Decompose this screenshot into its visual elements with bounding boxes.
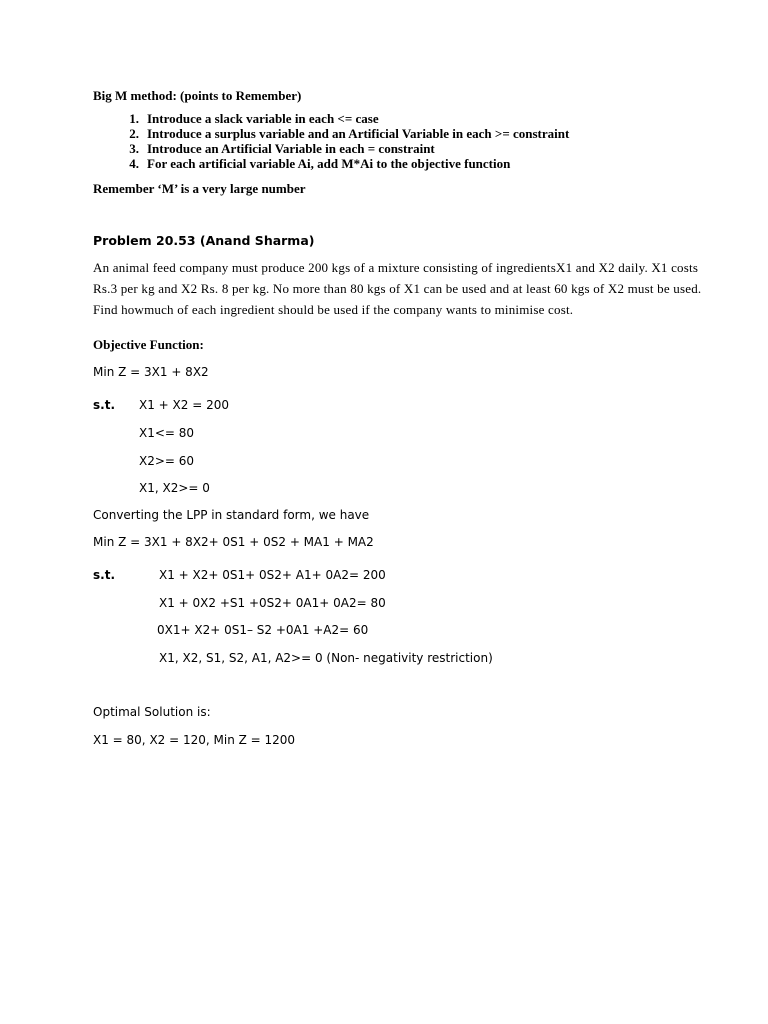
list-text: For each artificial variable Ai, add M*Ai to the objective function bbox=[147, 156, 511, 171]
standard-form-heading: Converting the LPP in standard form, we have bbox=[93, 508, 370, 522]
constraint: 0X1+ X2+ 0S1– S2 +0A1 +A2= 60 bbox=[157, 623, 369, 637]
problem-line: An animal feed company must produce 200 kgs of a mixture consisting of ingredientsX1 and X2 daily. X1 costs bbox=[93, 260, 699, 275]
list-number: 1. bbox=[129, 111, 139, 126]
problem-title: Problem 20.53 (Anand Sharma) bbox=[93, 233, 315, 248]
constraint: X2>= 60 bbox=[139, 454, 195, 468]
standard-form-min-z: Min Z = 3X1 + 8X2+ 0S1 + 0S2 + MA1 + MA2 bbox=[93, 535, 374, 549]
list-number: 2. bbox=[129, 126, 139, 141]
constraint: X1, X2>= 0 bbox=[139, 481, 210, 495]
solution-result: X1 = 80, X2 = 120, Min Z = 1200 bbox=[93, 733, 296, 747]
problem-statement bbox=[93, 257, 702, 320]
list-text: Introduce a slack variable in each <= case bbox=[147, 111, 379, 126]
objective-heading: Objective Function: bbox=[93, 337, 204, 352]
remember-note: Remember ‘M’ is a very large number bbox=[93, 181, 306, 196]
list-text: Introduce a surplus variable and an Artificial Variable in each >= constraint bbox=[147, 126, 570, 141]
list-number: 3. bbox=[129, 141, 139, 156]
constraint: X1<= 80 bbox=[139, 426, 195, 440]
st-label: s.t. bbox=[93, 398, 115, 412]
solution-heading: Optimal Solution is: bbox=[93, 705, 211, 719]
constraint: X1 + 0X2 +S1 +0S2+ 0A1+ 0A2= 80 bbox=[159, 596, 386, 610]
list-text: Introduce an Artificial Variable in each = constraint bbox=[147, 141, 435, 156]
problem-line: Rs.3 per kg and X2 Rs. 8 per kg. No more than 80 kgs of X1 can be used and at least 60 kgs of X2 must be used. bbox=[93, 281, 702, 296]
list-number: 4. bbox=[129, 156, 139, 171]
constraint: X1 + X2 = 200 bbox=[139, 398, 229, 412]
big-m-heading: Big M method: (points to Remember) bbox=[93, 88, 302, 103]
constraint: X1, X2, S1, S2, A1, A2>= 0 (Non- negativity restriction) bbox=[159, 651, 493, 665]
problem-line: Find howmuch of each ingredient should be used if the company wants to minimise cost. bbox=[93, 302, 574, 317]
st-label: s.t. bbox=[93, 568, 115, 582]
objective-min-z: Min Z = 3X1 + 8X2 bbox=[93, 365, 209, 379]
constraint: X1 + X2+ 0S1+ 0S2+ A1+ 0A2= 200 bbox=[159, 568, 386, 582]
